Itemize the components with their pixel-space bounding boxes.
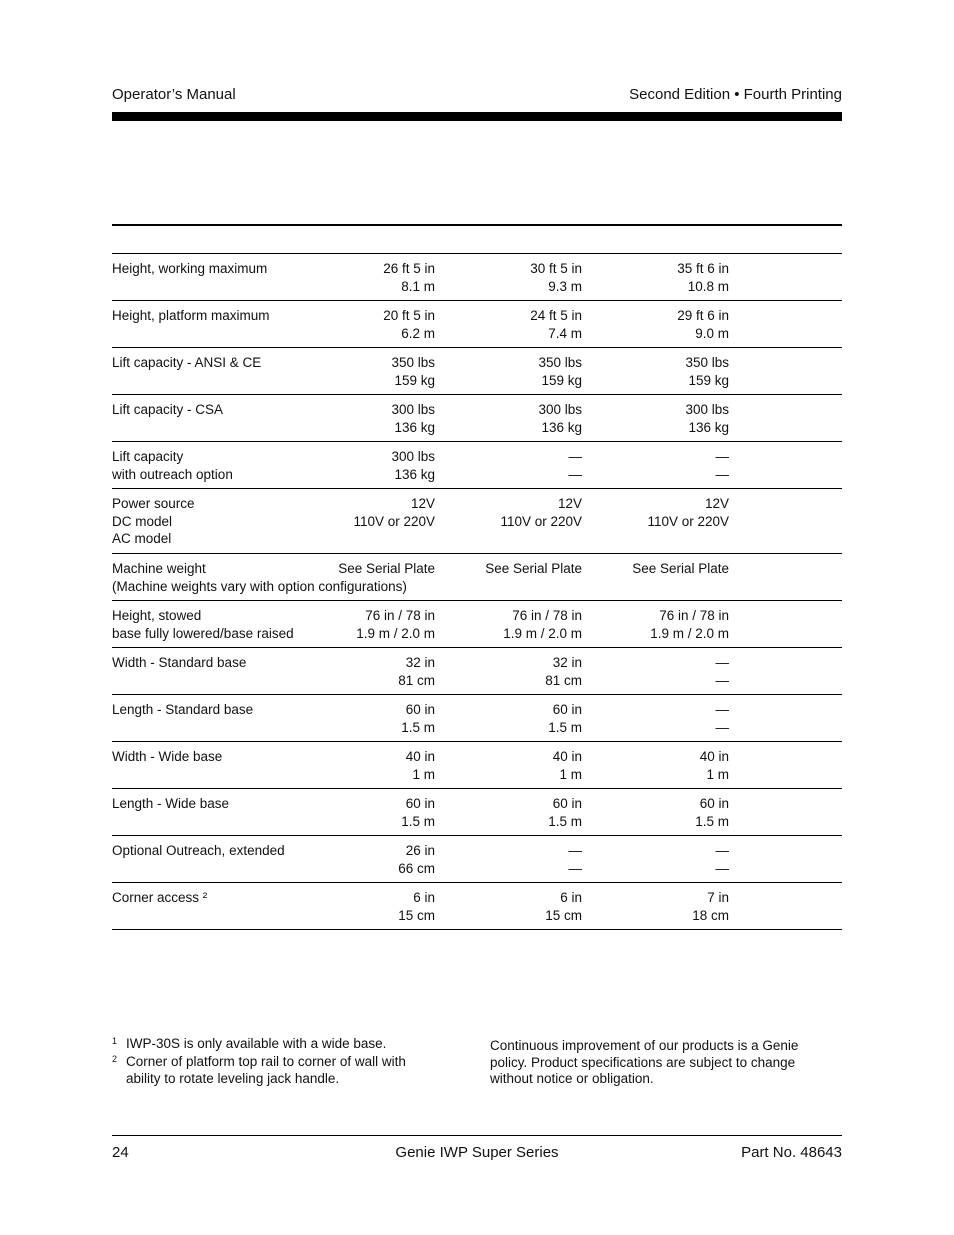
spec-label bbox=[112, 842, 285, 860]
specifications-table bbox=[112, 253, 842, 930]
spec-label-line: Length - Wide base bbox=[112, 796, 230, 811]
spec-value-col3 bbox=[716, 654, 730, 689]
spec-value-col3-line: 1.5 m bbox=[695, 813, 729, 829]
spec-label-line: AC model bbox=[112, 531, 172, 546]
table-top-rule bbox=[112, 224, 842, 226]
spec-value-col3-line: 18 cm bbox=[692, 907, 729, 923]
spec-value-col2-line: 1.5 m bbox=[548, 719, 582, 735]
spec-value-col2 bbox=[569, 448, 583, 483]
spec-value-col3-line: 1 m bbox=[706, 766, 729, 782]
spec-value-col3 bbox=[695, 795, 729, 830]
spec-value-col2-line: 7.4 m bbox=[548, 325, 582, 341]
spec-value-col1-line: See Serial Plate bbox=[338, 561, 435, 576]
spec-label-line: Width - Standard base bbox=[112, 655, 247, 670]
spec-value-col1-line: 110V or 220V bbox=[353, 513, 435, 529]
footnote-number: 1 bbox=[112, 1036, 118, 1046]
spec-value-col3 bbox=[632, 560, 729, 578]
spec-value-col1-line: 136 kg bbox=[394, 466, 435, 482]
spec-label bbox=[112, 889, 207, 907]
spec-value-col2 bbox=[553, 748, 582, 783]
table-row bbox=[112, 554, 842, 601]
header-bar bbox=[112, 112, 842, 121]
spec-label-line: (Machine weights vary with option configurations) bbox=[112, 578, 407, 594]
spec-value-col2 bbox=[530, 307, 582, 342]
spec-value-col2 bbox=[485, 560, 582, 578]
spec-value-col1 bbox=[391, 354, 435, 389]
spec-value-col1-line: 1.5 m bbox=[401, 719, 435, 735]
spec-value-col2-line: 60 in bbox=[552, 702, 582, 717]
spec-value-col2 bbox=[569, 842, 583, 877]
spec-value-col3 bbox=[716, 842, 730, 877]
spec-value-col1-line: 60 in bbox=[405, 702, 435, 717]
spec-value-col1-line: 300 lbs bbox=[391, 449, 435, 464]
spec-value-col2-line: — bbox=[568, 843, 582, 858]
spec-value-col2 bbox=[545, 889, 582, 924]
spec-value-col2 bbox=[500, 495, 582, 530]
spec-value-col2 bbox=[548, 701, 582, 736]
spec-value-col1 bbox=[401, 795, 435, 830]
spec-value-col2-line: 24 ft 5 in bbox=[530, 308, 582, 323]
spec-value-col2-line: See Serial Plate bbox=[485, 561, 582, 576]
spec-value-col3-line: 7 in bbox=[707, 890, 729, 905]
spec-value-col1-line: 40 in bbox=[405, 749, 435, 764]
spec-value-col3-line: — bbox=[715, 449, 729, 464]
spec-value-col2-line: 40 in bbox=[552, 749, 582, 764]
spec-value-col2-line: 159 kg bbox=[541, 372, 582, 388]
spec-value-col1-line: 1.5 m bbox=[401, 813, 435, 829]
spec-value-col3 bbox=[700, 748, 729, 783]
table-row bbox=[112, 301, 842, 348]
spec-value-col2 bbox=[503, 607, 582, 642]
spec-label bbox=[112, 748, 222, 766]
footnote-text: IWP-30S is only available with a wide base. bbox=[126, 1036, 387, 1051]
improvement-note: Continuous improvement of our products is a Genie policy. Product specifications are subject to change without notice or obligation. bbox=[490, 1038, 799, 1086]
spec-value-col2-line: 76 in / 78 in bbox=[512, 608, 582, 623]
footnote-number: 2 bbox=[112, 1053, 118, 1064]
spec-value-col2-line: 6 in bbox=[560, 890, 582, 905]
part-number: Part No. 48643 bbox=[741, 1144, 842, 1161]
spec-label-line: Corner access ² bbox=[112, 890, 208, 905]
spec-value-col3-line: 12V bbox=[704, 496, 729, 511]
spec-value-col1 bbox=[398, 654, 435, 689]
spec-label-line: Lift capacity - CSA bbox=[112, 402, 224, 417]
spec-value-col1 bbox=[398, 889, 435, 924]
spec-value-col1-line: 76 in / 78 in bbox=[365, 608, 435, 623]
spec-label-line: with outreach option bbox=[112, 466, 233, 482]
spec-label-line: Lift capacity - ANSI & CE bbox=[112, 355, 262, 370]
spec-label bbox=[112, 354, 261, 372]
spec-value-col1-line: 6.2 m bbox=[401, 325, 435, 341]
spec-value-col2-line: 350 lbs bbox=[538, 355, 582, 370]
spec-value-col1 bbox=[383, 260, 435, 295]
spec-value-col1-line: 159 kg bbox=[394, 372, 435, 388]
spec-label bbox=[112, 654, 246, 672]
spec-label-line: Height, stowed bbox=[112, 608, 202, 623]
spec-value-col2-line: 12V bbox=[557, 496, 582, 511]
spec-value-col1-line: 26 in bbox=[405, 843, 435, 858]
spec-value-col2-line: — bbox=[568, 449, 582, 464]
spec-label bbox=[112, 701, 253, 719]
spec-value-col2 bbox=[538, 354, 582, 389]
spec-value-col1-line: 6 in bbox=[413, 890, 435, 905]
spec-label-line: Machine weight bbox=[112, 561, 206, 576]
spec-value-col1 bbox=[398, 842, 435, 877]
spec-value-col1-line: 20 ft 5 in bbox=[383, 308, 435, 323]
table-row bbox=[112, 836, 842, 883]
spec-value-col3-line: — bbox=[715, 860, 729, 876]
spec-value-col1 bbox=[353, 495, 435, 530]
spec-value-col3 bbox=[716, 448, 730, 483]
spec-label-line: Width - Wide base bbox=[112, 749, 223, 764]
spec-value-col2-line: 32 in bbox=[552, 655, 582, 670]
spec-value-col3-line: — bbox=[715, 655, 729, 670]
spec-value-col1-line: 1.9 m / 2.0 m bbox=[356, 625, 435, 641]
table-row bbox=[112, 742, 842, 789]
spec-label-line: Optional Outreach, extended bbox=[112, 843, 285, 858]
header-manual-title: Operator’s Manual bbox=[112, 86, 236, 103]
spec-label-line: base fully lowered/base raised bbox=[112, 625, 294, 641]
header-edition: Second Edition • Fourth Printing bbox=[629, 86, 842, 103]
spec-value-col2 bbox=[545, 654, 582, 689]
spec-value-col1 bbox=[356, 607, 435, 642]
spec-value-col2-line: 1.5 m bbox=[548, 813, 582, 829]
spec-value-col1-line: 66 cm bbox=[398, 860, 435, 876]
spec-label bbox=[112, 795, 229, 813]
spec-value-col1-line: 8.1 m bbox=[401, 278, 435, 294]
spec-value-col3 bbox=[692, 889, 729, 924]
spec-value-col3-line: — bbox=[715, 702, 729, 717]
spec-value-col3-line: — bbox=[715, 672, 729, 688]
table-row bbox=[112, 489, 842, 554]
spec-value-col2-line: 300 lbs bbox=[538, 402, 582, 417]
spec-value-col3-line: 159 kg bbox=[688, 372, 729, 388]
spec-value-col1-line: 26 ft 5 in bbox=[383, 261, 435, 276]
spec-value-col2-line: 81 cm bbox=[545, 672, 582, 688]
spec-label bbox=[112, 495, 195, 548]
spec-value-col3 bbox=[677, 260, 729, 295]
spec-label bbox=[112, 607, 294, 642]
footnotes bbox=[112, 1035, 442, 1088]
table-row bbox=[112, 395, 842, 442]
table-row bbox=[112, 254, 842, 301]
spec-value-col2-line: 30 ft 5 in bbox=[530, 261, 582, 276]
spec-label-line: Lift capacity bbox=[112, 449, 184, 464]
spec-value-col3-line: 35 ft 6 in bbox=[677, 261, 729, 276]
page-number: 24 bbox=[112, 1144, 129, 1161]
footer-rule bbox=[112, 1135, 842, 1136]
spec-value-col3-line: — bbox=[715, 466, 729, 482]
spec-value-col3-line: 136 kg bbox=[688, 419, 729, 435]
spec-value-col1 bbox=[391, 448, 435, 483]
spec-value-col1-line: 15 cm bbox=[398, 907, 435, 923]
table-row bbox=[112, 442, 842, 489]
spec-value-col1 bbox=[406, 748, 435, 783]
spec-value-col3 bbox=[650, 607, 729, 642]
spec-label-line: Length - Standard base bbox=[112, 702, 254, 717]
spec-label bbox=[112, 401, 223, 419]
spec-value-col2 bbox=[548, 795, 582, 830]
spec-label-line: DC model bbox=[112, 513, 173, 529]
spec-value-col1-line: 300 lbs bbox=[391, 402, 435, 417]
spec-value-col2-line: 136 kg bbox=[541, 419, 582, 435]
spec-value-col3-line: 1.9 m / 2.0 m bbox=[650, 625, 729, 641]
spec-value-col2 bbox=[530, 260, 582, 295]
spec-value-col3-line: 110V or 220V bbox=[647, 513, 729, 529]
spec-value-col1-line: 1 m bbox=[412, 766, 435, 782]
spec-value-col3-line: 60 in bbox=[699, 796, 729, 811]
table-row bbox=[112, 695, 842, 742]
spec-value-col3-line: — bbox=[715, 843, 729, 858]
spec-value-col2-line: 1 m bbox=[559, 766, 582, 782]
spec-label-line: Power source bbox=[112, 496, 195, 511]
spec-label bbox=[112, 307, 270, 325]
spec-label-line: Height, working maximum bbox=[112, 261, 268, 276]
spec-value-col2-line: — bbox=[568, 466, 582, 482]
spec-value-col2-line: 110V or 220V bbox=[500, 513, 582, 529]
spec-label bbox=[112, 448, 233, 483]
footnote bbox=[112, 1053, 442, 1088]
spec-value-col3 bbox=[716, 701, 730, 736]
spec-value-col1-line: 60 in bbox=[405, 796, 435, 811]
spec-value-col1-line: 81 cm bbox=[398, 672, 435, 688]
spec-value-col2-line: 60 in bbox=[552, 796, 582, 811]
spec-value-col3 bbox=[685, 354, 729, 389]
table-row bbox=[112, 883, 842, 930]
spec-value-col3 bbox=[647, 495, 729, 530]
spec-value-col3-line: 300 lbs bbox=[685, 402, 729, 417]
footnote-text: Corner of platform top rail to corner of wall with ability to rotate leveling jack handle. bbox=[126, 1053, 406, 1086]
footer-title: Genie IWP Super Series bbox=[395, 1144, 559, 1161]
spec-value-col3-line: 9.0 m bbox=[695, 325, 729, 341]
spec-value-col3-line: 76 in / 78 in bbox=[659, 608, 729, 623]
spec-value-col3-line: 10.8 m bbox=[687, 278, 729, 294]
spec-value-col2 bbox=[538, 401, 582, 436]
spec-value-col3-line: — bbox=[715, 719, 729, 735]
spec-value-col1 bbox=[391, 401, 435, 436]
spec-value-col1-line: 350 lbs bbox=[391, 355, 435, 370]
spec-value-col2-line: 15 cm bbox=[545, 907, 582, 923]
table-row bbox=[112, 601, 842, 648]
spec-value-col3 bbox=[677, 307, 729, 342]
spec-value-col1-line: 32 in bbox=[405, 655, 435, 670]
spec-value-col2-line: 1.9 m / 2.0 m bbox=[503, 625, 582, 641]
spec-value-col2-line: 9.3 m bbox=[548, 278, 582, 294]
spec-label bbox=[112, 260, 267, 278]
spec-value-col2-line: — bbox=[568, 860, 582, 876]
spec-value-col1 bbox=[338, 560, 435, 578]
spec-value-col3-line: 29 ft 6 in bbox=[677, 308, 729, 323]
spec-value-col1-line: 136 kg bbox=[394, 419, 435, 435]
table-row bbox=[112, 789, 842, 836]
spec-value-col3 bbox=[685, 401, 729, 436]
table-row bbox=[112, 648, 842, 695]
spec-value-col3-line: 40 in bbox=[699, 749, 729, 764]
spec-value-col3-line: See Serial Plate bbox=[632, 561, 729, 576]
spec-value-col1-line: 12V bbox=[410, 496, 435, 511]
spec-value-col1 bbox=[401, 701, 435, 736]
footnote bbox=[112, 1035, 442, 1053]
spec-label-line: Height, platform maximum bbox=[112, 308, 270, 323]
spec-value-col1 bbox=[383, 307, 435, 342]
table-row bbox=[112, 348, 842, 395]
spec-value-col3-line: 350 lbs bbox=[685, 355, 729, 370]
